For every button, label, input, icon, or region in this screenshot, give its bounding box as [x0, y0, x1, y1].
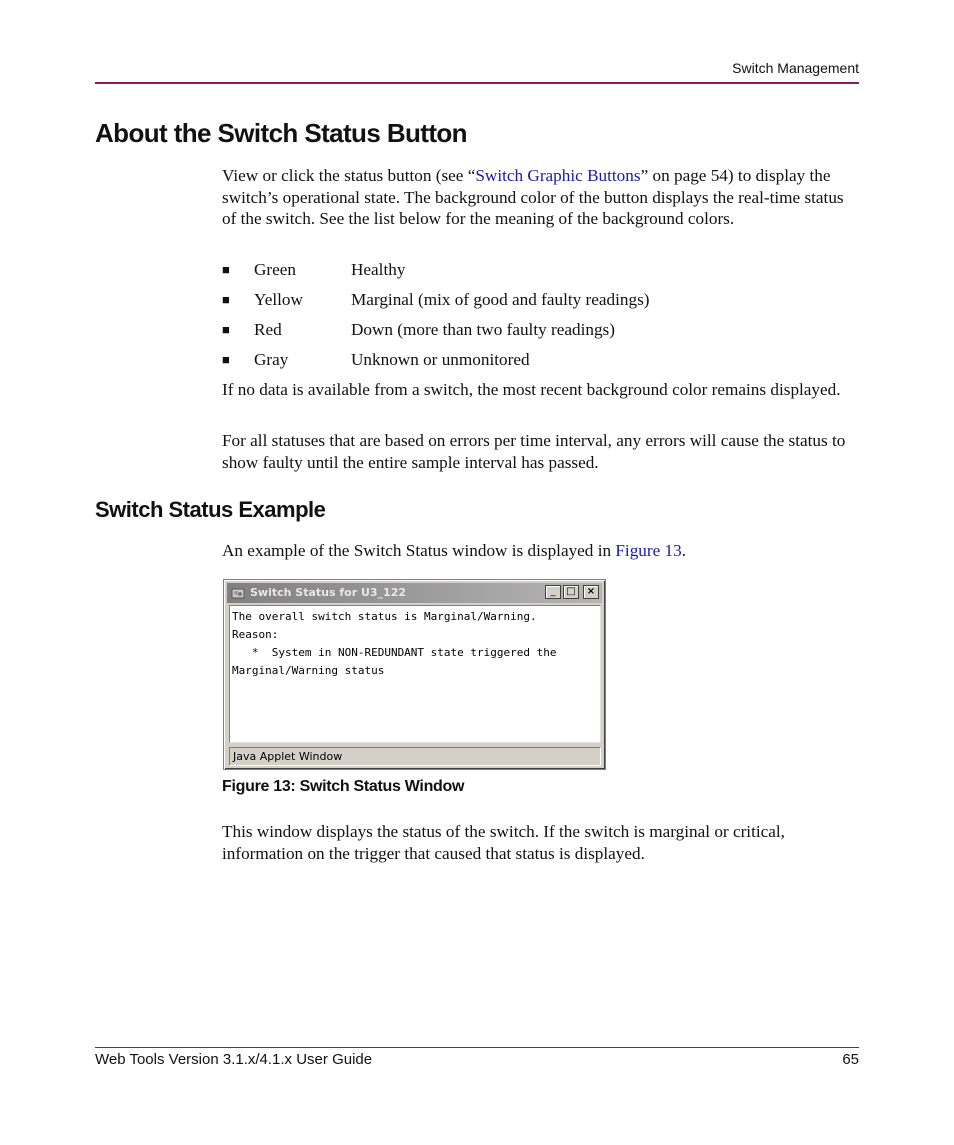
status-color: Red [254, 320, 282, 339]
status-color-list [222, 258, 649, 378]
figure-13-link[interactable]: Figure 13 [615, 541, 682, 560]
section-heading: About the Switch Status Button [95, 118, 467, 148]
status-bar-text: Java Applet Window [233, 750, 343, 763]
list-item [222, 348, 649, 378]
running-header: Switch Management [732, 60, 859, 76]
footer-rule [95, 1047, 859, 1048]
intro-text-start: View or click the status button (see “ [222, 166, 476, 185]
status-line: Reason: [232, 628, 279, 641]
close-button[interactable]: × [583, 585, 599, 599]
bullet-square-icon: ■ [222, 322, 230, 337]
status-line: The overall switch status is Marginal/Warning. [232, 610, 537, 623]
errors-paragraph: For all statuses that are based on errors per time interval, any errors will cause the status to show faulty until the entire sample interval has passed. [222, 431, 846, 472]
closing-paragraph: This window displays the status of the switch. If the switch is marginal or critical, information on the trigger that caused that status is displayed. [222, 822, 785, 863]
intro-text-end: ” on page 54) to display the switch’s operational state. The background color of the button displays the real-time status of the switch. See the list below for the meaning of the background colors. [222, 166, 844, 228]
bullet-square-icon: ■ [222, 292, 230, 307]
list-item [222, 318, 649, 348]
bullet-square-icon: ■ [222, 262, 230, 277]
status-meaning: Marginal (mix of good and faulty readings) [351, 290, 650, 309]
example-text-start: An example of the Switch Status window is displayed in [222, 541, 616, 560]
window-titlebar[interactable] [227, 583, 602, 603]
status-meaning: Down (more than two faulty readings) [351, 320, 615, 339]
intro-paragraph [222, 165, 862, 230]
window-status-bar [229, 747, 601, 766]
maximize-button[interactable]: □ [563, 585, 579, 599]
header-rule [95, 82, 859, 84]
status-meaning: Healthy [351, 260, 406, 279]
bullet-square-icon: ■ [222, 352, 230, 367]
page-number: 65 [842, 1051, 859, 1068]
switch-status-window [223, 579, 606, 770]
status-line: Marginal/Warning status [232, 664, 385, 677]
java-applet-icon [230, 585, 246, 601]
example-paragraph [222, 540, 862, 562]
status-line: * System in NON-REDUNDANT state triggered the [232, 646, 557, 659]
subsection-heading: Switch Status Example [95, 497, 326, 522]
window-title: Switch Status for U3_122 [250, 586, 407, 599]
no-data-paragraph: If no data is available from a switch, the most recent background color remains displayed. [222, 380, 841, 399]
minimize-button[interactable]: _ [545, 585, 561, 599]
list-item [222, 258, 649, 288]
status-color: Gray [254, 350, 289, 369]
switch-graphic-buttons-link[interactable]: Switch Graphic Buttons [475, 166, 641, 185]
figure-caption: Figure 13: Switch Status Window [222, 778, 465, 795]
status-text-area[interactable] [229, 605, 601, 743]
status-color: Green [254, 260, 296, 279]
status-meaning: Unknown or unmonitored [351, 350, 530, 369]
example-text-end: . [681, 541, 687, 560]
list-item [222, 288, 649, 318]
footer-guide-title: Web Tools Version 3.1.x/4.1.x User Guide [95, 1051, 373, 1068]
status-color: Yellow [254, 290, 303, 309]
